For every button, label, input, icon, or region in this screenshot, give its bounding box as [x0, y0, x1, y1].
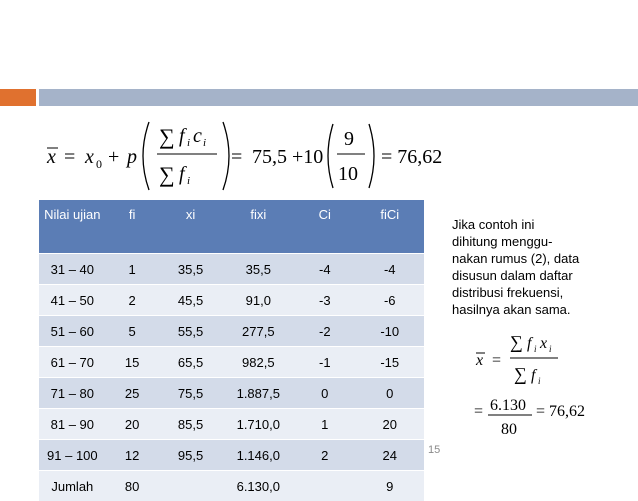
cell-interval: 81 – 90 — [39, 409, 106, 440]
svg-text:i: i — [203, 137, 206, 149]
svg-text:9: 9 — [344, 128, 354, 150]
cell-fici: 9 — [356, 471, 425, 501]
cell-fixi: 6.130,0 — [223, 471, 294, 501]
svg-text:∑: ∑ — [159, 162, 175, 187]
cell-fixi: 277,5 — [223, 316, 294, 347]
header-xi: xi — [159, 200, 223, 254]
cell-ci: 1 — [294, 409, 355, 440]
cell-fi: 1 — [106, 254, 159, 285]
svg-text:= 76,62: = 76,62 — [536, 403, 585, 420]
header-fici: fiCi — [356, 200, 425, 254]
table-row — [39, 409, 424, 440]
svg-text:10: 10 — [338, 163, 358, 185]
svg-text:75,5 +10: 75,5 +10 — [252, 146, 323, 168]
cell-fixi: 982,5 — [223, 347, 294, 378]
cell-xi: 95,5 — [159, 440, 223, 471]
header-fi: fi — [106, 200, 159, 254]
table-row — [39, 254, 424, 285]
right-paren-2 — [369, 124, 374, 188]
frequency-table — [39, 200, 424, 501]
header-nilai-ujian: Nilai ujian — [39, 200, 106, 254]
cell-fici: -4 — [356, 254, 425, 285]
cell-xi: 35,5 — [159, 254, 223, 285]
table-row-total — [39, 471, 424, 501]
svg-text:80: 80 — [501, 421, 517, 438]
mean-formula-main — [45, 118, 465, 196]
svg-text:f: f — [179, 163, 187, 185]
cell-fi: 12 — [106, 440, 159, 471]
svg-text:+: + — [108, 146, 119, 168]
svg-text:∑: ∑ — [510, 332, 523, 352]
cell-xi: 85,5 — [159, 409, 223, 440]
table-row — [39, 316, 424, 347]
cell-interval: 51 – 60 — [39, 316, 106, 347]
cell-fici: -15 — [356, 347, 425, 378]
cell-xi: 45,5 — [159, 285, 223, 316]
left-paren-2 — [328, 124, 333, 188]
cell-ci: -4 — [294, 254, 355, 285]
svg-text:i: i — [534, 344, 537, 354]
cell-xi: 75,5 — [159, 378, 223, 409]
accent-bar-orange — [0, 89, 36, 106]
explanation-text: Jika contoh ini dihitung menggu- nakan rumus (2), data disusun dalam daftar distribusi frekuensi, hasilnya akan sama. — [452, 216, 622, 318]
svg-text:f: f — [531, 367, 538, 384]
header-fixi: fixi — [223, 200, 294, 254]
accent-bar-blue — [39, 89, 638, 106]
cell-ci — [294, 471, 355, 501]
svg-text:f: f — [527, 335, 534, 352]
cell-xi: 55,5 — [159, 316, 223, 347]
cell-fixi: 35,5 — [223, 254, 294, 285]
mean-formula-side — [470, 328, 630, 446]
left-paren — [143, 122, 149, 190]
cell-fi: 5 — [106, 316, 159, 347]
cell-ci: 2 — [294, 440, 355, 471]
svg-text:x: x — [475, 352, 483, 369]
table-row — [39, 347, 424, 378]
svg-text:x: x — [539, 335, 547, 352]
svg-text:= 76,62: = 76,62 — [381, 146, 442, 168]
cell-interval: 91 – 100 — [39, 440, 106, 471]
cell-interval: 61 – 70 — [39, 347, 106, 378]
cell-fi: 2 — [106, 285, 159, 316]
svg-text:i: i — [538, 376, 541, 386]
header-ci: Ci — [294, 200, 355, 254]
cell-ci: -3 — [294, 285, 355, 316]
cell-interval: Jumlah — [39, 471, 106, 501]
table-row — [39, 285, 424, 316]
svg-text:=: = — [492, 352, 501, 369]
cell-fici: -6 — [356, 285, 425, 316]
cell-ci: -2 — [294, 316, 355, 347]
cell-fici: 24 — [356, 440, 425, 471]
table-row — [39, 440, 424, 471]
svg-text:6.130: 6.130 — [490, 397, 526, 414]
slide-number: 15 — [428, 444, 440, 456]
cell-fixi: 1.710,0 — [223, 409, 294, 440]
svg-text:=: = — [231, 146, 242, 168]
cell-ci: 0 — [294, 378, 355, 409]
cell-fixi: 1.887,5 — [223, 378, 294, 409]
cell-fi: 15 — [106, 347, 159, 378]
formula-x-bar: x — [46, 146, 56, 168]
right-paren — [223, 122, 229, 190]
cell-fi: 25 — [106, 378, 159, 409]
cell-interval: 31 – 40 — [39, 254, 106, 285]
svg-text:=: = — [474, 403, 483, 420]
cell-interval: 71 – 80 — [39, 378, 106, 409]
table-row — [39, 378, 424, 409]
table-header-row — [39, 200, 424, 254]
svg-text:p: p — [125, 146, 137, 168]
cell-ci: -1 — [294, 347, 355, 378]
cell-fixi: 91,0 — [223, 285, 294, 316]
cell-interval: 41 – 50 — [39, 285, 106, 316]
svg-text:x: x — [84, 146, 94, 168]
svg-text:i: i — [187, 137, 190, 149]
cell-fici: 0 — [356, 378, 425, 409]
svg-text:0: 0 — [96, 157, 102, 171]
svg-text:∑: ∑ — [159, 124, 175, 149]
svg-text:i: i — [549, 344, 552, 354]
cell-fici: 20 — [356, 409, 425, 440]
svg-text:c: c — [193, 125, 202, 147]
cell-fi: 80 — [106, 471, 159, 501]
svg-text:=: = — [64, 146, 75, 168]
cell-fici: -10 — [356, 316, 425, 347]
cell-xi: 65,5 — [159, 347, 223, 378]
cell-fi: 20 — [106, 409, 159, 440]
svg-text:i: i — [187, 175, 190, 187]
cell-xi — [159, 471, 223, 501]
cell-fixi: 1.146,0 — [223, 440, 294, 471]
svg-text:∑: ∑ — [514, 364, 527, 384]
svg-text:f: f — [179, 125, 187, 147]
